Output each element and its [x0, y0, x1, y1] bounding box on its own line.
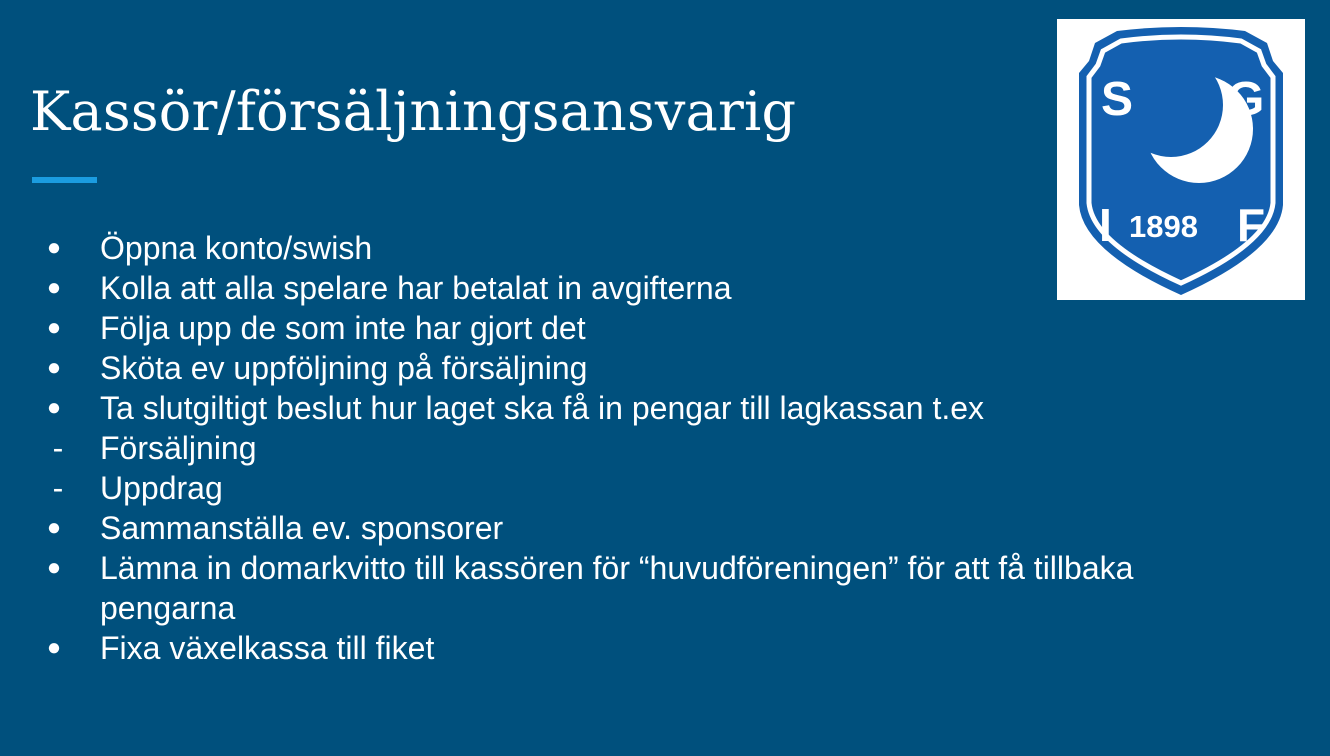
bullet-icon: ●	[46, 354, 62, 381]
list-item	[44, 428, 1133, 468]
list-item-text: Följa upp de som inte har gjort det	[100, 310, 586, 346]
list-item-text: Lämna in domarkvitto till kassören för “huvudföreningen” för att få tillbaka	[100, 550, 1134, 586]
list-item-text: Öppna konto/swish	[100, 230, 373, 266]
list-item	[44, 548, 1133, 588]
list-item-text: Försäljning	[100, 430, 257, 466]
bullet-icon: ●	[46, 514, 62, 541]
list-item-text: Uppdrag	[100, 470, 223, 506]
dash-icon: -	[52, 470, 64, 506]
list-item	[44, 388, 1133, 428]
bullet-icon: ●	[46, 314, 62, 341]
list-item	[44, 588, 1133, 628]
list-item-text: Sköta ev uppföljning på försäljning	[100, 350, 588, 386]
list-item-text: pengarna	[100, 590, 236, 626]
list-item-text: Sammanställa ev. sponsorer	[100, 510, 504, 546]
list-item	[44, 508, 1133, 548]
list-item	[44, 628, 1133, 668]
bullet-icon: ●	[46, 234, 62, 261]
bullet-icon: ●	[46, 394, 62, 421]
list-item	[44, 468, 1133, 508]
dash-icon: -	[52, 430, 64, 466]
title-accent-bar	[32, 177, 97, 183]
list-item	[44, 268, 1133, 308]
bullet-icon: ●	[46, 634, 62, 661]
bullet-list	[44, 228, 1133, 668]
list-item	[44, 228, 1133, 268]
bullet-icon: ●	[46, 274, 62, 301]
list-item-text: Fixa växelkassa till fiket	[100, 630, 435, 666]
list-item	[44, 348, 1133, 388]
list-item-text: Ta slutgiltigt beslut hur laget ska få in pengar till lagkassan t.ex	[100, 390, 985, 426]
list-item	[44, 308, 1133, 348]
bullet-icon: ●	[46, 554, 62, 581]
slide-title: Kassör/försäljningsansvarig	[30, 80, 797, 143]
list-item-text: Kolla att alla spelare har betalat in avgifterna	[100, 270, 732, 306]
